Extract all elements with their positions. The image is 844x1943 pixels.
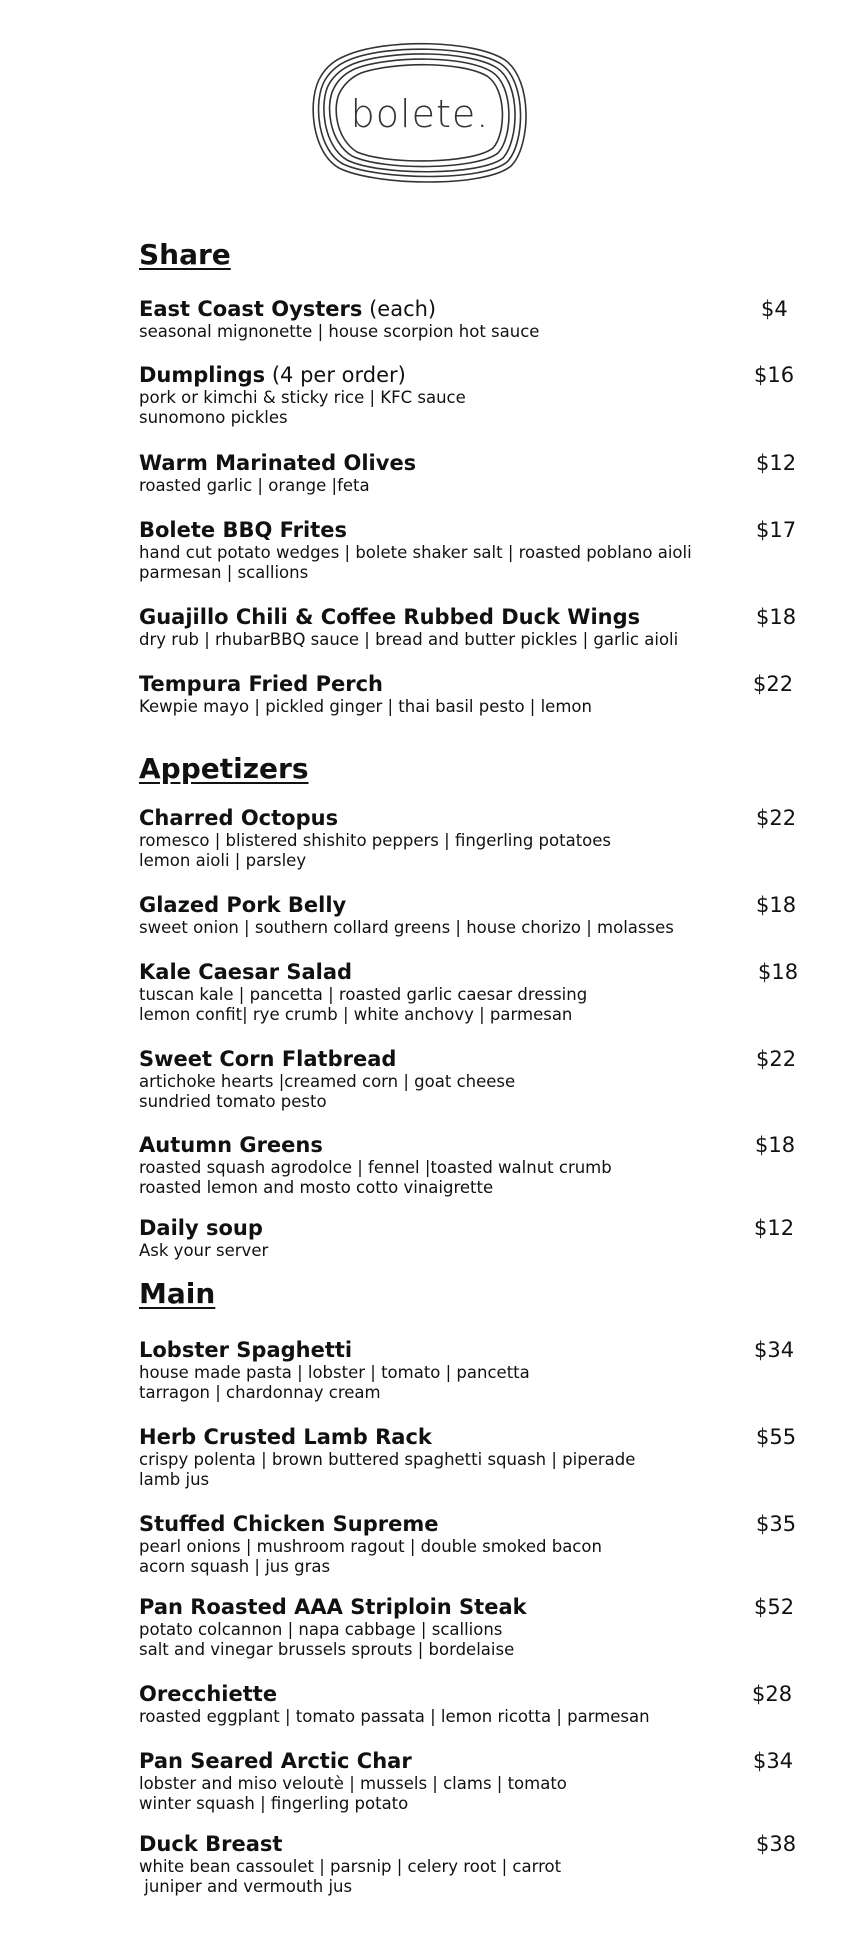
item-description: lobster and miso veloutè | mussels | clams | tomato: [139, 1774, 567, 1793]
item-price: $18: [755, 1133, 796, 1157]
item-description: winter squash | fingerling potato: [139, 1794, 409, 1813]
menu-item: [139, 517, 789, 583]
item-description: salt and vinegar brussels sprouts | bordelaise: [139, 1640, 515, 1659]
item-price: $22: [756, 1047, 797, 1071]
item-description: sweet onion | southern collard greens | house chorizo | molasses: [139, 918, 674, 937]
menu-item: [139, 1748, 789, 1814]
item-name: Daily soup: [139, 1216, 263, 1240]
item-description: sunomono pickles: [139, 408, 288, 427]
item-name: Warm Marinated Olives: [139, 451, 417, 475]
item-price: $38: [756, 1832, 797, 1856]
menu-item: [139, 892, 789, 938]
item-price: $18: [758, 960, 799, 984]
item-name: Pan Roasted AAA Striploin Steak: [139, 1595, 527, 1619]
item-description: lemon aioli | parsley: [139, 851, 307, 870]
item-description: crispy polenta | brown buttered spaghetti squash | piperade: [139, 1450, 636, 1469]
item-description: roasted squash agrodolce | fennel |toasted walnut crumb: [139, 1158, 612, 1177]
menu-item: [139, 1215, 789, 1261]
item-description: roasted eggplant | tomato passata | lemon ricotta | parmesan: [139, 1707, 650, 1726]
item-price: $34: [753, 1749, 794, 1773]
item-price: $52: [754, 1595, 795, 1619]
menu-item: [139, 1132, 789, 1198]
item-price: $34: [754, 1338, 795, 1362]
item-description: romesco | blistered shishito peppers | fingerling potatoes: [139, 831, 612, 850]
menu-item: [139, 362, 789, 428]
section-title-appetizers: Appetizers: [139, 752, 309, 785]
section-title-main: Main: [139, 1277, 216, 1310]
item-description: roasted lemon and mosto cotto vinaigrette: [139, 1178, 494, 1197]
item-price: $55: [756, 1425, 797, 1449]
item-description: Kewpie mayo | pickled ginger | thai basil pesto | lemon: [139, 697, 592, 716]
item-name: Dumplings: [139, 363, 266, 387]
item-price: $22: [753, 672, 794, 696]
item-description: house made pasta | lobster | tomato | pancetta: [139, 1363, 530, 1382]
item-description: roasted garlic | orange |feta: [139, 476, 370, 495]
item-price: $18: [756, 893, 797, 917]
item-name: Lobster Spaghetti: [139, 1338, 353, 1362]
item-name: Kale Caesar Salad: [139, 960, 353, 984]
item-name: Tempura Fried Perch: [139, 672, 384, 696]
item-name: Glazed Pork Belly: [139, 893, 347, 917]
item-description: lamb jus: [139, 1470, 210, 1489]
item-name: Bolete BBQ Frites: [139, 518, 347, 542]
item-name: Pan Seared Arctic Char: [139, 1749, 412, 1773]
item-price: $35: [756, 1512, 797, 1536]
menu-item: [139, 1594, 789, 1660]
menu-item: [139, 1511, 789, 1577]
item-price: $16: [754, 363, 795, 387]
item-description: seasonal mignonette | house scorpion hot sauce: [139, 322, 540, 341]
item-price: $22: [756, 806, 797, 830]
item-name: Herb Crusted Lamb Rack: [139, 1425, 432, 1449]
item-description: lemon confit| rye crumb | white anchovy | parmesan: [139, 1005, 573, 1024]
item-price: $28: [752, 1682, 793, 1706]
item-description: pearl onions | mushroom ragout | double smoked bacon: [139, 1537, 602, 1556]
menu-item: [139, 671, 789, 717]
logo-wordmark: bolete.: [350, 92, 490, 136]
item-description: sundried tomato pesto: [139, 1092, 327, 1111]
item-description: dry rub | rhubarBBQ sauce | bread and butter pickles | garlic aioli: [139, 630, 679, 649]
item-description: acorn squash | jus gras: [139, 1557, 331, 1576]
item-name: Guajillo Chili & Coffee Rubbed Duck Wings: [139, 605, 641, 629]
menu-item: [139, 1046, 789, 1112]
section-title-share: Share: [139, 238, 231, 271]
menu-item: [139, 959, 789, 1025]
menu-item: [139, 805, 789, 871]
item-price: $18: [756, 605, 797, 629]
item-price: $4: [761, 297, 788, 321]
item-name: Stuffed Chicken Supreme: [139, 1512, 439, 1536]
item-description: parmesan | scallions: [139, 563, 309, 582]
item-description: Ask your server: [139, 1241, 269, 1260]
item-price: $12: [756, 451, 797, 475]
menu-item: [139, 1424, 789, 1490]
item-price: $17: [756, 518, 797, 542]
item-description: white bean cassoulet | parsnip | celery root | carrot: [139, 1857, 562, 1876]
item-description: artichoke hearts |creamed corn | goat cheese: [139, 1072, 516, 1091]
menu-item: [139, 1681, 789, 1727]
item-qualifier: (4 per order): [265, 363, 406, 387]
item-price: $12: [754, 1216, 795, 1240]
item-name: Charred Octopus: [139, 806, 339, 830]
menu-item: [139, 450, 789, 496]
item-description: potato colcannon | napa cabbage | scallions: [139, 1620, 503, 1639]
menu-item: [139, 296, 789, 342]
item-description: hand cut potato wedges | bolete shaker salt | roasted poblano aioli: [139, 543, 692, 562]
item-name: Sweet Corn Flatbread: [139, 1047, 397, 1071]
item-name: East Coast Oysters: [139, 297, 363, 321]
item-description: pork or kimchi & sticky rice | KFC sauce: [139, 388, 466, 407]
item-description: tarragon | chardonnay cream: [139, 1383, 381, 1402]
menu-item: [139, 1831, 789, 1897]
menu-item: [139, 604, 789, 650]
item-qualifier: (each): [362, 297, 437, 321]
item-description: juniper and vermouth jus: [139, 1877, 353, 1896]
item-name: Duck Breast: [139, 1832, 283, 1856]
item-description: tuscan kale | pancetta | roasted garlic caesar dressing: [139, 985, 588, 1004]
restaurant-logo: [305, 38, 535, 188]
item-name: Autumn Greens: [139, 1133, 323, 1157]
item-name: Orecchiette: [139, 1682, 278, 1706]
menu-item: [139, 1337, 789, 1403]
